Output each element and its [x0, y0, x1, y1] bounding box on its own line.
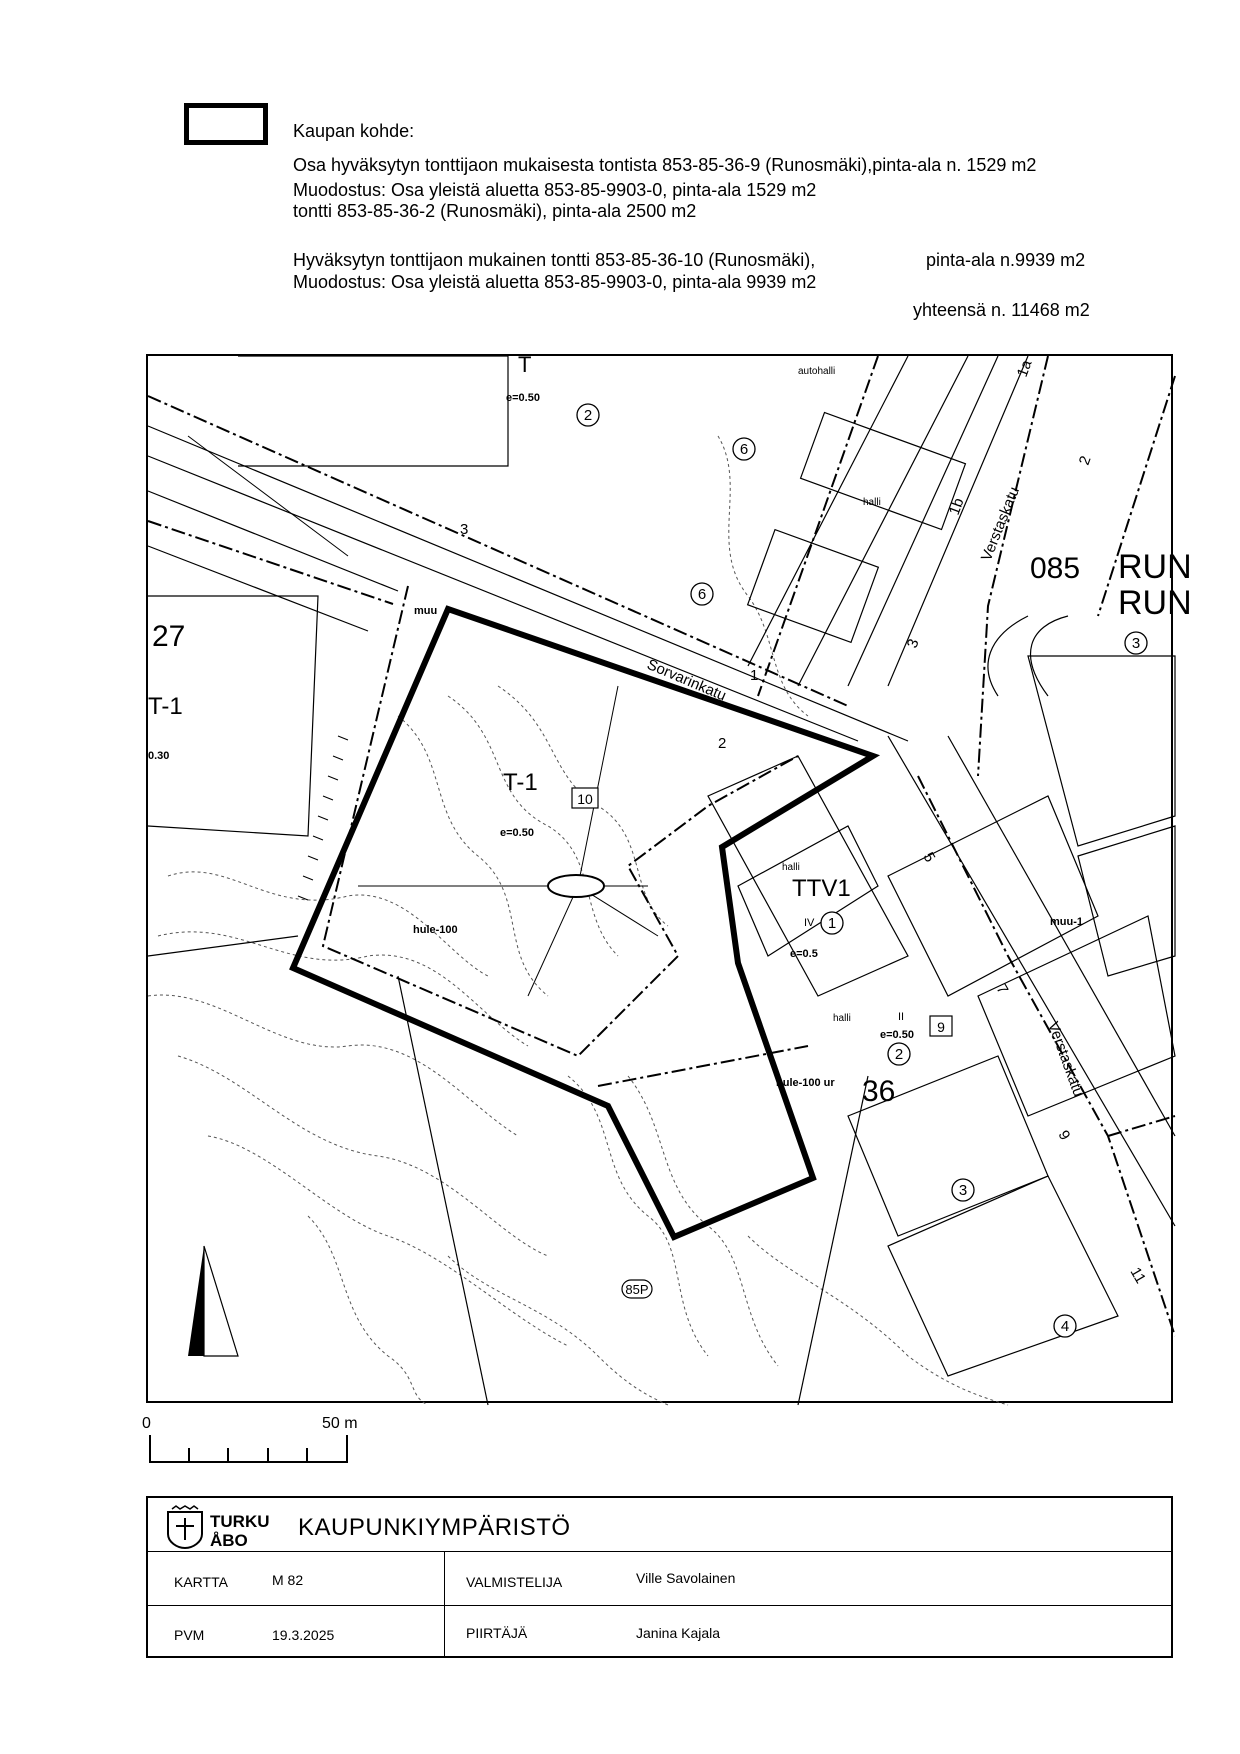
scale-zero: 0: [142, 1415, 151, 1432]
efficiency-label: e=0.50: [500, 827, 534, 839]
legend-title: Kaupan kohde:: [293, 121, 415, 141]
efficiency-label-ttv1: e=0.5: [790, 948, 818, 960]
logo-text-abo: ÅBO: [210, 1531, 248, 1550]
road-number: 11: [1126, 1264, 1150, 1287]
district-number-085: 085: [1030, 552, 1081, 585]
legend-line-4-area: pinta-ala n.9939 m2: [926, 250, 1086, 270]
plot-number-9: 9: [937, 1019, 945, 1035]
date-label: PVM: [174, 1627, 205, 1643]
circled-number: 4: [1060, 1318, 1070, 1335]
title-block: [146, 1496, 1173, 1658]
drafter-value: Janina Kajala: [636, 1625, 721, 1641]
map-drawing: [148, 352, 1192, 1405]
efficiency-label-left: 0.30: [148, 750, 170, 762]
road-number: 1: [750, 667, 759, 684]
turku-coat-of-arms-icon: [160, 1506, 300, 1550]
hall-label: halli: [833, 1013, 851, 1024]
block-number-27: 27: [152, 620, 186, 653]
garage-label: autohalli: [798, 366, 836, 377]
legend-line-3: tontti 853-85-36-2 (Runosmäki), pinta-ala 2500 m2: [293, 201, 697, 221]
annotation-lines: [188, 436, 658, 996]
circled-number-labels: [584, 407, 1140, 1335]
date-value: 19.3.2025: [272, 1627, 335, 1643]
road-number: 2: [1075, 453, 1095, 468]
muu-1-label: muu-1: [1050, 916, 1083, 928]
organization-name: KAUPUNKIYMPÄRISTÖ: [298, 1514, 571, 1541]
district-name-run-1: RUN: [1118, 548, 1192, 586]
title-block-divider: [148, 1551, 1171, 1552]
map-code-value: M 82: [272, 1572, 304, 1588]
title-block-column-divider: [444, 1551, 445, 1658]
legend-total: yhteensä n. 11468 m2: [913, 300, 1090, 320]
title-block-divider: [148, 1605, 1171, 1606]
edge-ticks: [298, 736, 348, 900]
parking-label: 85P: [625, 1282, 649, 1297]
street-lines: [148, 356, 1175, 1405]
efficiency-label-9: e=0.50: [880, 1029, 914, 1041]
circled-number: 6: [697, 586, 707, 603]
floors-label-ii: II: [898, 1011, 905, 1023]
road-number: 1b: [945, 495, 968, 518]
legend-line-2: Muodostus: Osa yleistä aluetta 853-85-9903-0, pinta-ala 1529 m2: [293, 180, 817, 200]
preparer-label: VALMISTELIJA: [466, 1574, 563, 1590]
hall-label: halli: [863, 497, 881, 508]
scale-label: 50 m: [322, 1415, 358, 1432]
drafter-label: PIIRTÄJÄ: [466, 1625, 528, 1641]
circled-number: 6: [739, 441, 749, 458]
circled-numbers: [577, 404, 1147, 1337]
zone-label-t1: T-1: [503, 769, 538, 796]
zone-label-t1-left: T-1: [148, 693, 183, 720]
building-outlines: [148, 356, 1175, 1376]
zone-label-t-top: T: [518, 352, 532, 377]
map-code-label: KARTTA: [174, 1574, 228, 1590]
map-view[interactable]: [146, 352, 1192, 1403]
circled-number: 3: [958, 1182, 968, 1199]
block-number-36: 36: [862, 1075, 896, 1108]
road-number: 1a: [1013, 357, 1036, 380]
legend-line-4: Hyväksytyn tonttijaon mukainen tontti 853-85-36-10 (Runosmäki),: [293, 250, 816, 270]
legend-line-5: Muodostus: Osa yleistä aluetta 853-85-9903-0, pinta-ala 9939 m2: [293, 272, 817, 292]
circled-number: 1: [827, 915, 837, 932]
muu-label: muu: [414, 605, 438, 617]
contour-lines: [148, 436, 1008, 1405]
logo-text-turku: TURKU: [210, 1512, 270, 1531]
road-number: 5: [919, 849, 939, 866]
north-arrow: [188, 1246, 238, 1356]
road-number: 3: [460, 521, 469, 538]
street-name-verstaskatu-1: Verstaskatu: [977, 484, 1024, 564]
hule-label: hule-100: [413, 924, 458, 936]
legend-line-1: Osa hyväksytyn tonttijaon mukaisesta tontista 853-85-36-9 (Runosmäki),pinta-ala n. 1529 m2: [293, 155, 1037, 175]
circled-number: 2: [894, 1046, 904, 1063]
street-name-sorvarinkatu: Sorvarinkatu: [644, 656, 729, 705]
hule-ur-label: hule-100 ur: [776, 1077, 835, 1089]
zone-label-ttv1: TTV1: [792, 875, 851, 902]
road-number: 9: [1054, 1127, 1074, 1144]
hall-label: halli: [782, 862, 800, 873]
tree-marker-ellipse: [548, 875, 604, 897]
road-number: 7: [992, 981, 1012, 998]
scale-bar: [140, 1408, 380, 1498]
circled-number: 2: [583, 407, 593, 424]
efficiency-label-top: e=0.50: [506, 392, 540, 404]
street-name-verstaskatu-2: Verstaskatu: [1044, 1019, 1088, 1100]
preparer-value: Ville Savolainen: [636, 1570, 736, 1586]
road-number: 3: [903, 636, 923, 651]
plot-number-10: 10: [577, 791, 593, 807]
floors-label-iv: IV: [804, 917, 815, 929]
boundary-lines: [148, 356, 1175, 1336]
legend-symbol-box: [184, 103, 268, 145]
district-name-run-2: RUN: [1118, 584, 1192, 622]
road-number: 2: [718, 735, 727, 752]
circled-number: 3: [1131, 635, 1141, 652]
